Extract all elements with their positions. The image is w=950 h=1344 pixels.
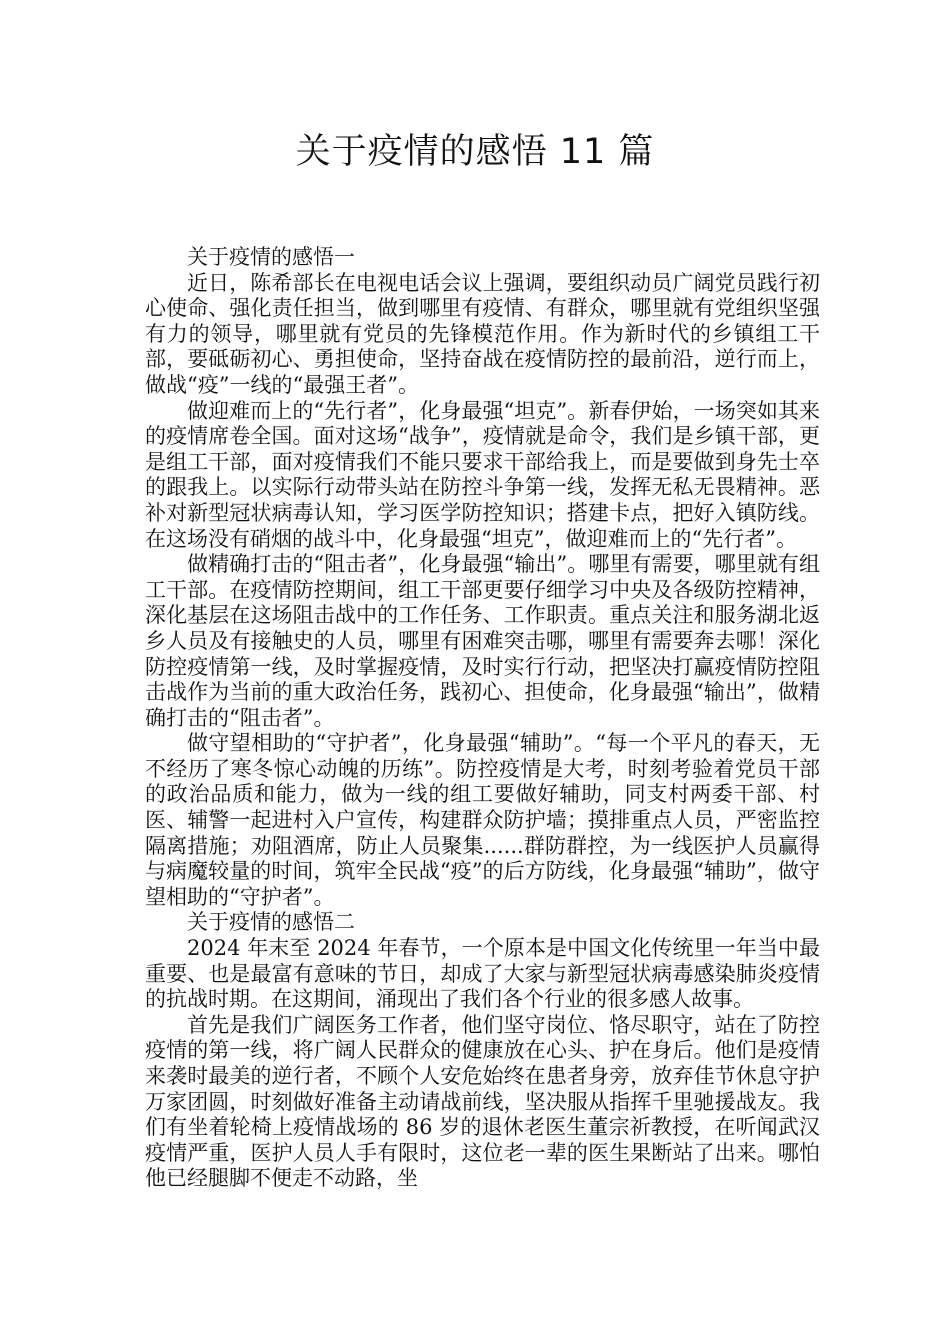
section-heading: 关于疫情的感悟二 [187, 910, 355, 935]
document-body [145, 245, 820, 1192]
paragraph: 2024 年末至 2024 年春节，一个原本是中国文化传统里一年当中最重要、也是最富有意味的节日，却成了大家与新型冠状病毒感染肺炎疫情的抗战时期。在这期间，涌现出了我们各个行业的很多感人故事。 [145, 936, 820, 1012]
paragraph: 做精确打击的“阻击者”，化身最强“输出”。哪里有需要，哪里就有组工干部。在疫情防控期间，组工干部更要仔细学习中央及各级防控精神，深化基层在这场阻击战中的工作任务、工作职责。重点关注和服务湖北返乡人员及有接触史的人员，哪里有困难突击哪，哪里有需要奔去哪！深化防控疫情第一线，及时掌握疫情，及时实行行动，把坚决打赢疫情防控阻击战作为当前的重大政治任务，践初心、担使命，化身最强“输出”，做精确打击的“阻击者”。 [145, 552, 820, 730]
paragraph: 做守望相助的“守护者”，化身最强“辅助”。“每一个平凡的春天，无不经历了寒冬惊心动魄的历练”。防控疫情是大考，时刻考验着党员干部的政治品质和能力，做为一线的组工要做好辅助，同支村两委干部、村医、辅警一起进村入户宣传，构建群众防护墙；摸排重点人员，严密监控隔离措施；劝阻酒席，防止人员聚集......群防群控，为一线医护人员赢得与病魔较量的时间，筑牢全民战“疫”的后方防线，化身最强“辅助”，做守望相助的“守护者”。 [145, 731, 820, 909]
paragraph: 近日，陈希部长在电视电话会议上强调，要组织动员广阔党员践行初心使命、强化责任担当，做到哪里有疫情、有群众，哪里就有党组织坚强有力的领导，哪里就有党员的先锋模范作用。作为新时代的乡镇组工干部，要砥砺初心、勇担使命，坚持奋战在疫情防控的最前沿，逆行而上，做战“疫”一线的“最强王者”。 [145, 270, 820, 397]
section-heading: 关于疫情的感悟一 [187, 245, 355, 269]
paragraph: 首先是我们广阔医务工作者，他们坚守岗位、恪尽职守，站在了防控疫情的第一线，将广阔人民群众的健康放在心头、护在身后。他们是疫情来袭时最美的逆行者，不顾个人安危始终在患者身旁，放弃佳节休息守护万家团圆，时刻做好准备主动请战前线，坚决服从指挥千里驰援战友。我们有坐着轮椅上疫情战场的 86 岁的退休老医生董宗祈教授，在听闻武汉疫情严重，医护人员人手有限时，这位老一辈的医生果断站了出来。哪怕他已经腿脚不便走不动路，坐 [145, 1012, 820, 1191]
paragraph: 做迎难而上的“先行者”，化身最强“坦克”。新春伊始，一场突如其来的疫情席卷全国。面对这场“战争”，疫情就是命令，我们是乡镇干部，更是组工干部，面对疫情我们不能只要求干部给我上，而是要做到身先士卒的跟我上。以实际行动带头站在防控斗争第一线，发挥无私无畏精神。恶补对新型冠状病毒认知，学习医学防控知识；搭建卡点，把好入镇防线。在这场没有硝烟的战斗中，化身最强“坦克”，做迎难而上的“先行者”。 [145, 398, 820, 551]
document-title: 关于疫情的感悟 11 篇 [295, 132, 655, 172]
